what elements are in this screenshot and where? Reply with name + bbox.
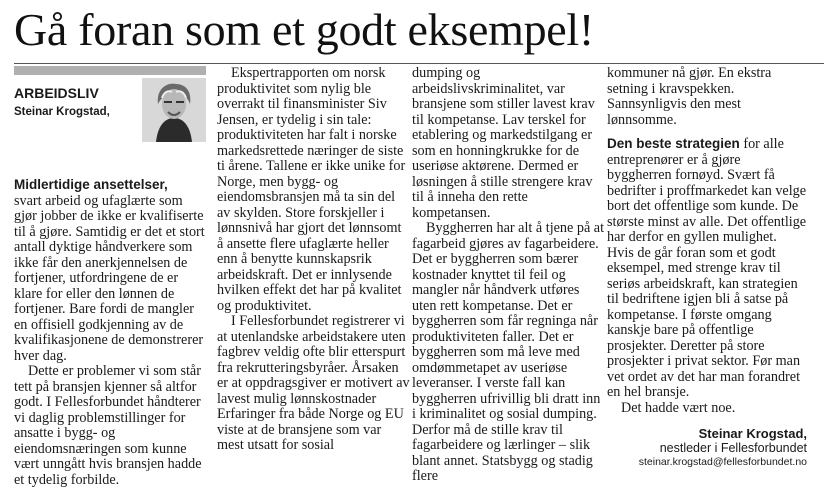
column-2	[217, 66, 411, 454]
col1-paragraph-2: Dette er problemer vi som står tett på bransjen kjenner så altfor godt. I Fellesforbundet håndterer vi daglig problemstillinger for ansatte i bygg- og eiendomsnæringen som kunne vært unngått hvis bransjen hadde et tydelig forbilde.	[14, 363, 202, 488]
headline: Gå foran som et godt eksempel!	[14, 4, 594, 55]
kicker-bar	[14, 66, 206, 75]
signature-block	[607, 427, 807, 469]
subheading: Den beste strategien	[607, 136, 740, 151]
column-4	[607, 66, 807, 416]
author-byline: Steinar Krogstad,	[14, 106, 110, 118]
lead-heading: Midlertidige ansettelser,	[14, 177, 168, 192]
col4-p2-text: for alle entreprenører er å gjøre byggherren fornøyd. Svært få bedrifter i proffmarkedet kan velge bort det offentlige som kunde. De største minst av alle. Det offentlige har derfor en gyllen mulighet. Hvis de går foran som et godt eksempel, med strenge krav til seriøs arbeidskraft, kan strategien til bedriftene igjen bli å satse på kompetanse. I første omgang kanskje bare på offentlige prosjekter. Deretter på store prosjekter i privat sektor. Før man vet ordet av det har man forandret en hel bransje.	[607, 136, 807, 400]
signature-role: nestleder i Fellesforbundet	[659, 441, 807, 455]
col2-paragraph-2: I Fellesforbundet registrerer vi at utenlandske arbeidstakere uten fagbrev veldig ofte blir etterspurt fra rekrutteringsbyråer. Årsaken er at oppdragsgiver er motivert av lavest mulig lønnskostnader Erfaringer fra både Norge og EU viste at de bransjene som var mest utsatt for sosial	[217, 313, 410, 453]
col3-paragraph-1: dumping og arbeidslivskriminalitet, var bransjene som stiller lavest krav til kompetanse. Lav terskel for etablering og markedstilgang er som en honningkrukke for de useriøse aktørene. Dermed er løsningen å stille strengere krav til å inneha den rette kompetansen.	[412, 65, 595, 221]
signature-name: Steinar Krogstad,	[698, 426, 807, 441]
column-3	[412, 66, 606, 485]
section-kicker: ARBEIDSLIV	[14, 85, 99, 101]
col4-paragraph-1: kommuner nå gjør. En ekstra setning i kravspekken. Sannsynligvis den mest lønnsomme.	[607, 65, 772, 128]
author-photo	[142, 78, 206, 142]
col4-paragraph-2	[607, 136, 807, 401]
col2-paragraph-1: Ekspertrapporten om norsk produktivitet som nylig ble overrakt til finansminister Siv Jensen, er tydelig i sin tale: produktiviteten har falt i norske markedsrettede næringer de siste ti årene. Tallene er ikke unike for Norge, men bygg- og eiendomsbransjen må ta sin del av skylden. Store forskjeller i lønnsnivå har gjort det lønnsomt å ansette flere ufaglærte heller enn å benytte kunnskapsrik arbeidskraft. Det er innlysende hvilken effekt det har på kvalitet og produktivitet.	[217, 65, 406, 314]
col4-paragraph-3: Det hadde vært noe.	[621, 399, 736, 416]
col1-paragraph-1	[14, 177, 206, 364]
headline-rule	[14, 63, 824, 64]
signature-email[interactable]: steinar.krogstad@fellesforbundet.no	[638, 456, 807, 468]
column-1	[14, 66, 206, 488]
col1-p1-text: svart arbeid og ufaglærte som gjør jobber de ikke er kvalifiserte til å gjøre. Samtidig er det et stort antall dyktige håndverkere som ikke får den anerkjennelsen de fortjener, utfordringene de er klare for eller den lønnen de fortjener. Bare fordi de mangler en offisiell godkjenning av de kvalifikasjonene de demonstrerer hver dag.	[14, 192, 205, 364]
col3-paragraph-2: Byggherren har alt å tjene på at fagarbeid gjøres av fagarbeidere. Det er byggherren som bærer kostnader knyttet til feil og mangler når håndverk utføres uten rett kompetanse. Det er byggherren som får regninga når produktiviteten faller. Det er byggherren som må leve med omdømmetapet av useriøse leveranser. I verste fall kan byggherren ufrivillig bli dratt inn i kriminalitet og sosial dumping. Derfor må de stille krav til fagarbeidere og lærlinger – slik blant annet. Statsbygg og stadig flere	[412, 220, 605, 484]
